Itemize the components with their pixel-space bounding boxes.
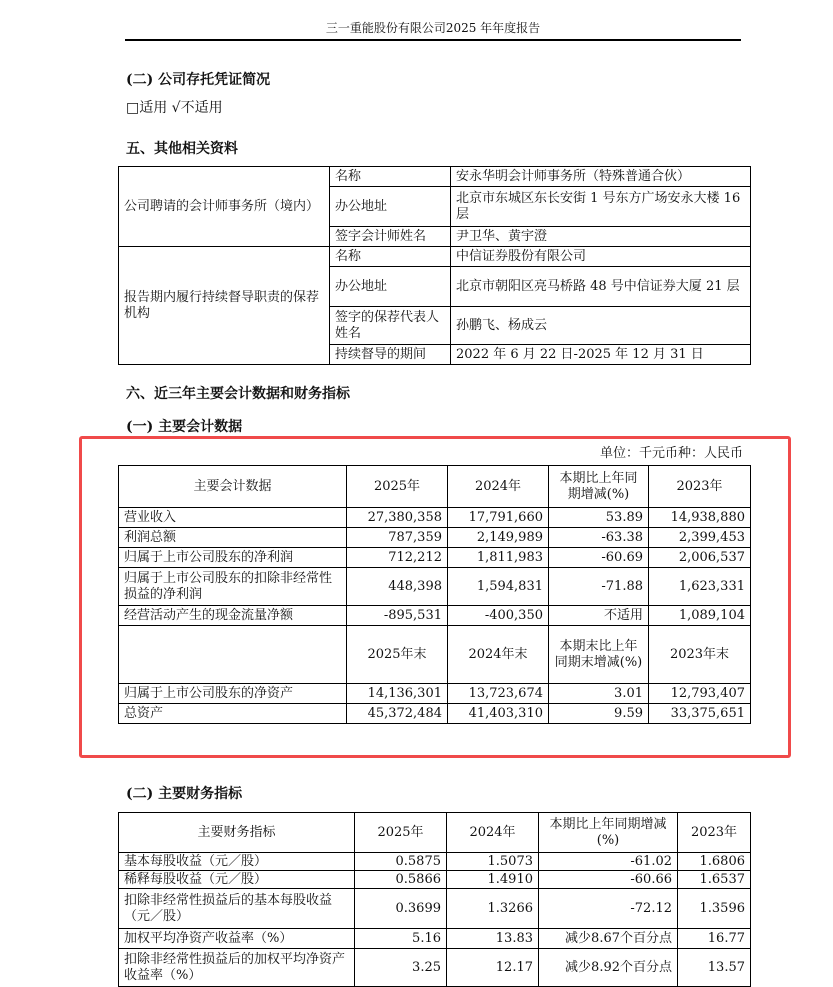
- cell: 1,089,104: [649, 606, 751, 626]
- cell: 712,212: [347, 548, 448, 568]
- info-key: 名称: [330, 167, 451, 187]
- indicators-table: [118, 812, 751, 987]
- other-info-heading: 五、其他相关资料: [126, 141, 238, 157]
- cell: 1.5073: [447, 853, 539, 871]
- cell: 0.5875: [355, 853, 447, 871]
- info-value: 北京市东城区东长安街 1 号东方广场安永大楼 16 层: [451, 187, 751, 227]
- column-header: 本期比上年同期增减(%): [539, 813, 678, 853]
- column-header: 2025年: [347, 466, 448, 508]
- row-label: 归属于上市公司股东的净资产: [119, 684, 347, 704]
- table-row: [119, 853, 751, 871]
- column-header: 2023年: [678, 813, 751, 853]
- cell: 1.6806: [678, 853, 751, 871]
- cell: 27,380,358: [347, 508, 448, 528]
- cell: 13.57: [678, 949, 751, 987]
- row-label: 归属于上市公司股东的净利润: [119, 548, 347, 568]
- row-label: 加权平均净资产收益率（%）: [119, 929, 355, 949]
- info-value: 孙鹏飞、杨成云: [451, 307, 751, 345]
- cell: 1.4910: [447, 871, 539, 889]
- info-value: 2022 年 6 月 22 日-2025 年 12 月 31 日: [451, 345, 751, 365]
- indicators-heading: (二) 主要财务指标: [126, 786, 243, 802]
- table-header-row: [119, 466, 751, 508]
- table-row: [119, 704, 751, 724]
- info-key: 持续督导的期间: [330, 345, 451, 365]
- table-row: [119, 528, 751, 548]
- cell: 45,372,484: [347, 704, 448, 724]
- table-row: [119, 949, 751, 987]
- accounting-table: [118, 465, 751, 724]
- cell: 2,006,537: [649, 548, 751, 568]
- cell: 12.17: [447, 949, 539, 987]
- auditor-label: 公司聘请的会计师事务所（境内）: [119, 167, 330, 247]
- row-label: 归属于上市公司股东的扣除非经常性损益的净利润: [119, 568, 347, 606]
- column-header: 2024年末: [448, 626, 549, 684]
- deposit-heading: (二) 公司存托凭证简况: [126, 72, 271, 88]
- column-header: 2024年: [448, 466, 549, 508]
- table-row: [119, 508, 751, 528]
- column-header: 主要会计数据: [119, 466, 347, 508]
- cell: 12,793,407: [649, 684, 751, 704]
- cell: -60.66: [539, 871, 678, 889]
- cell: 3.01: [549, 684, 649, 704]
- cell: 1,594,831: [448, 568, 549, 606]
- cell: 14,136,301: [347, 684, 448, 704]
- info-key: 办公地址: [330, 187, 451, 227]
- cell: -400,350: [448, 606, 549, 626]
- cell: 不适用: [549, 606, 649, 626]
- cell: 17,791,660: [448, 508, 549, 528]
- column-header: 本期末比上年同期末增减(%): [549, 626, 649, 684]
- other-info-table: [118, 166, 751, 365]
- column-header: 2025年末: [347, 626, 448, 684]
- cell: 448,398: [347, 568, 448, 606]
- cell: 减少8.67个百分点: [539, 929, 678, 949]
- sponsor-label: 报告期内履行持续督导职责的保荐机构: [119, 247, 330, 365]
- column-header: 2023年: [649, 466, 751, 508]
- cell: 1.3596: [678, 889, 751, 929]
- row-label: 营业收入: [119, 508, 347, 528]
- table-row: [119, 871, 751, 889]
- unit-label: 单位：千元币种：人民币: [599, 446, 743, 461]
- report-header: 三一重能股份有限公司2025 年年度报告: [325, 21, 541, 35]
- row-label: 扣除非经常性损益后的加权平均净资产收益率（%）: [119, 949, 355, 987]
- cell: 53.89: [549, 508, 649, 528]
- cell: 33,375,651: [649, 704, 751, 724]
- cell: 9.59: [549, 704, 649, 724]
- info-value: 尹卫华、黄宇澄: [451, 227, 751, 247]
- cell: 16.77: [678, 929, 751, 949]
- row-label: 总资产: [119, 704, 347, 724]
- cell: 14,938,880: [649, 508, 751, 528]
- info-key: 办公地址: [330, 267, 451, 307]
- table-row: [119, 889, 751, 929]
- cell: 1,811,983: [448, 548, 549, 568]
- row-label: 基本每股收益（元／股）: [119, 853, 355, 871]
- cell: 2,149,989: [448, 528, 549, 548]
- info-value: 北京市朝阳区亮马桥路 48 号中信证券大厦 21 层: [451, 267, 751, 307]
- row-label: 经营活动产生的现金流量净额: [119, 606, 347, 626]
- table-row: [119, 568, 751, 606]
- cell: 1.3266: [447, 889, 539, 929]
- row-label: 扣除非经常性损益后的基本每股收益（元／股）: [119, 889, 355, 929]
- cell: 13.83: [447, 929, 539, 949]
- table-row: [119, 606, 751, 626]
- cell: 41,403,310: [448, 704, 549, 724]
- column-header: [119, 626, 347, 684]
- cell: -61.02: [539, 853, 678, 871]
- cell: 3.25: [355, 949, 447, 987]
- cell: -63.38: [549, 528, 649, 548]
- cell: 0.5866: [355, 871, 447, 889]
- cell: 2,399,453: [649, 528, 751, 548]
- cell: 1.6537: [678, 871, 751, 889]
- info-key: 名称: [330, 247, 451, 267]
- column-header: 主要财务指标: [119, 813, 355, 853]
- cell: 1,623,331: [649, 568, 751, 606]
- table-header-row: [119, 813, 751, 853]
- cell: 13,723,674: [448, 684, 549, 704]
- row-label: 利润总额: [119, 528, 347, 548]
- column-header: 2025年: [355, 813, 447, 853]
- deposit-options: □适用 √不适用: [126, 100, 223, 116]
- column-header: 本期比上年同期增减(%): [549, 466, 649, 508]
- cell: 787,359: [347, 528, 448, 548]
- info-key: 签字会计师姓名: [330, 227, 451, 247]
- column-header: 2023年末: [649, 626, 751, 684]
- cell: -60.69: [549, 548, 649, 568]
- header-divider: [125, 39, 741, 41]
- cell: -72.12: [539, 889, 678, 929]
- cell: -895,531: [347, 606, 448, 626]
- info-value: 安永华明会计师事务所（特殊普通合伙）: [451, 167, 751, 187]
- table-row: [119, 548, 751, 568]
- table-row: [119, 684, 751, 704]
- table-row: [119, 929, 751, 949]
- info-value: 中信证券股份有限公司: [451, 247, 751, 267]
- cell: 0.3699: [355, 889, 447, 929]
- cell: -71.88: [549, 568, 649, 606]
- section6-heading: 六、近三年主要会计数据和财务指标: [126, 386, 350, 402]
- row-label: 稀释每股收益（元／股）: [119, 871, 355, 889]
- table-subheader-row: [119, 626, 751, 684]
- accounting-heading: (一) 主要会计数据: [126, 419, 243, 435]
- column-header: 2024年: [447, 813, 539, 853]
- info-key: 签字的保荐代表人姓名: [330, 307, 451, 345]
- cell: 减少8.92个百分点: [539, 949, 678, 987]
- cell: 5.16: [355, 929, 447, 949]
